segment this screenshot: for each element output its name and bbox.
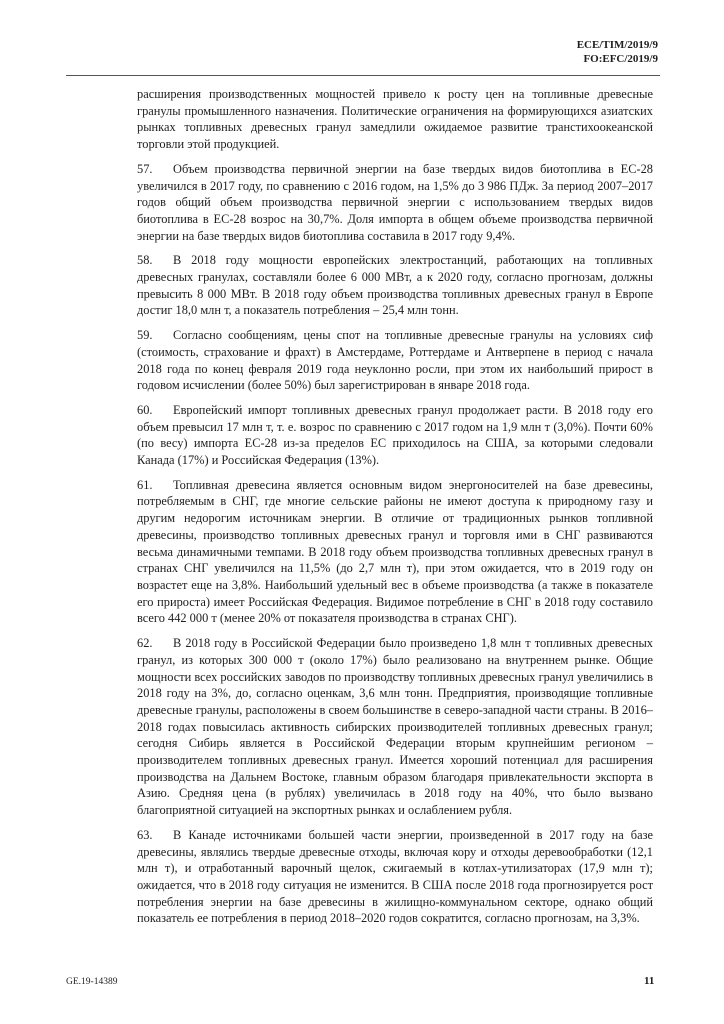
header-rule: [66, 75, 660, 76]
document-symbol-primary: ECE/TIM/2019/9: [576, 39, 658, 51]
paragraph-text: Согласно сообщениям, цены спот на топливные древесные гранулы на условиях сиф (стоимость, страхование и фрахт) в Амстердаме, Роттердаме и Антверпене в период с начала 2018 года по конец февраля 2019 года неуклонно росли, при этом их наибольший прирост в годовом исчислении (более 50%) был зарегистрирован в январе 2018 года.: [137, 328, 653, 393]
paragraph-61: [137, 477, 653, 627]
paragraph-text: Объем производства первичной энергии на базе твердых видов биотоплива в ЕС-28 увеличился в 2017 году, по сравнению с 2016 годом, на 1,5% до 3 986 ПДж. За период 2007–2017 годов общий объем производства первичной энергии с использованием твердых видов биотоплива в ЕС-28 возрос на 30,7%. Доля импорта в общем объеме производства первичной энергии на базе твердых видов биотоплива составила в 2017 году 9,4%.: [137, 161, 653, 243]
paragraph-63: [137, 827, 653, 927]
paragraph-number: 57.: [137, 161, 153, 176]
footer-page-number: 11: [644, 975, 655, 987]
footer-document-code: GE.19-14389: [66, 977, 118, 987]
document-symbol-header: [577, 38, 658, 66]
paragraph-60: [137, 402, 653, 469]
paragraph-text: В 2018 году в Российской Федерации было произведено 1,8 млн т топливных древесных гранул, из которых 300 000 т (около 17%) было реализовано на внутреннем рынке. Общие мощности всех российских заводов по производству топливных древесных гранул увеличились в 2018 году на 3%, до, согласно оценкам, 3,6 млн тонн. Предприятия, производящие топливные древесные гранулы, расположены в своем большинстве в северо-западной части страны. В 2016–2018 годах повысилась активность сибирских производителей топливных древесных гранул; сегодня Сибирь является в Российской Федерации вторым крупнейшим регионом – производителем топливных древесных гранул. Имеется хороший потенциал для расширения производства на Дальнем Востоке, главным образом благодаря привлекательности экспорта в Азию. Средняя цена (в рублях) увеличилась в 2018 году на 40%, что было вызвано благоприятной ситуацией на экспортных рынках и ослаблением рубля.: [137, 636, 654, 818]
continuation-paragraph: расширения производственных мощностей привело к росту цен на топливные древесные гранулы промышленного назначения. Политические ограничения на формирующихся азиатских рынках топливных древесных гранул замедлили ожидаемое развитие транстихоокеанской торговли этой продукцией.: [137, 87, 653, 152]
paragraph-text: Топливная древесина является основным видом энергоносителей на базе древесины, потребляемым в СНГ, где многие сельские районы не имеют доступа к природному газу и другим недорогим источникам энергии. В отличие от традиционных рынков топливной древесины, производство топливных древесных гранул и торговля ими в СНГ развиваются весьма динамичными темпами. В 2018 году объем производства топливных древесных гранул в странах СНГ увеличился на 11,5% (до 2,7 млн т), при этом ожидается, что в 2019 году он возрастет еще на 3,8%. Наибольший удельный вес в объеме производства (а также в показателе его прироста) имеет Российская Федерация. Видимое потребление в СНГ в 2018 году составило всего 442 000 т (менее 20% от показателя производства в странах СНГ).: [137, 477, 653, 626]
paragraph-59: [137, 327, 653, 394]
paragraph-text: В Канаде источниками большей части энергии, произведенной в 2017 году на базе древесины, являлись твердые древесные отходы, включая кору и отходы деревообработки (12,1 млн т), и отработанный варочный щелок, сжигаемый в котлах-утилизаторах (17,9 млн т); ожидается, что в 2018 году ситуация не изменится. В США после 2018 года прогнозируется рост потребления энергии на базе древесины в жилищно-коммунальном секторе, однако общий показатель ее потребления в период 2018–2020 годов сократится, согласно прогнозам, на 3,3%.: [137, 827, 653, 926]
paragraph-number: 61.: [137, 477, 153, 492]
paragraph-58: [137, 252, 653, 319]
paragraph-57: [137, 161, 653, 245]
paragraph-number: 58.: [137, 253, 153, 268]
paragraph-number: 63.: [137, 827, 153, 842]
document-body: [137, 86, 653, 935]
document-symbol-secondary: FO:EFC/2019/9: [583, 53, 658, 65]
paragraph-number: 60.: [137, 402, 153, 417]
paragraph-text: Европейский импорт топливных древесных гранул продолжает расти. В 2018 году его объем превысил 17 млн т, т. е. возрос по сравнению с 2017 годом на 1,9 млн т (3,0%). Почти 60% (по весу) импорта ЕС-28 из-за пределов ЕС приходилось на США, за которыми следовали Канада (17%) и Российская Федерация (13%).: [137, 402, 653, 468]
paragraph-number: 62.: [137, 636, 153, 651]
paragraph-62: [137, 635, 653, 819]
paragraph-text: В 2018 году мощности европейских электростанций, работающих на топливных древесных гранулах, составляли более 6 000 МВт, а к 2020 году, согласно прогнозам, должны превысить 8 000 МВт. В 2018 году объем производства топливных древесных гранул в Европе достиг 18,0 млн т, а показатель потребления – 25,4 млн тонн.: [137, 253, 653, 318]
paragraph-number: 59.: [137, 328, 153, 343]
